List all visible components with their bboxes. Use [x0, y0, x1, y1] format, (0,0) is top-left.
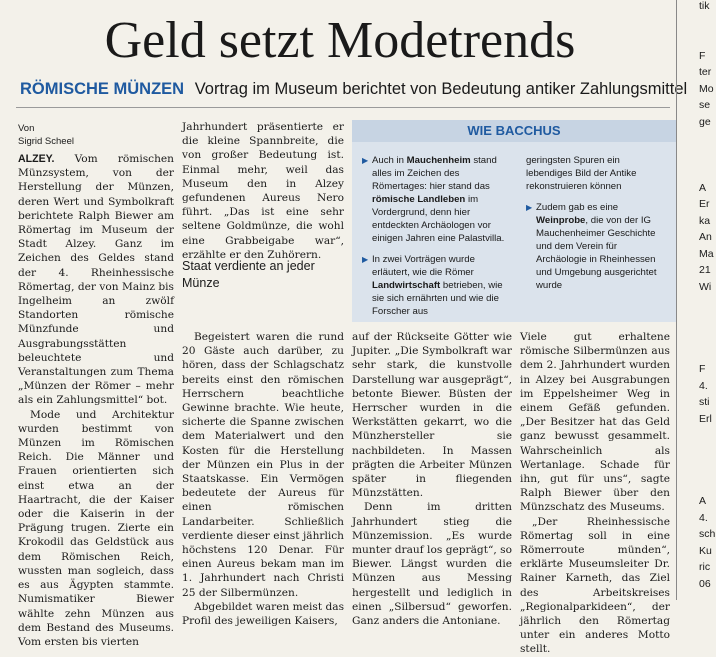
- info-bullet: [526, 201, 668, 292]
- article-headline: Geld setzt Modetrends: [104, 12, 576, 69]
- fragment-line: [677, 314, 716, 331]
- fragment-line: se: [699, 99, 711, 111]
- fragment-line: F: [699, 363, 706, 375]
- article-subheadline: [20, 80, 688, 99]
- info-box-column-2: [526, 154, 668, 300]
- fragment-line: Ku: [699, 544, 712, 557]
- paragraph: Abgebildet waren meist das Profil des jeweiligen Kaisers,: [182, 600, 344, 628]
- text-column-2-bottom: [182, 330, 344, 628]
- byline: [18, 122, 74, 148]
- info-box-heading: WIE BACCHUS: [352, 120, 676, 142]
- dateline: ALZEY.: [18, 153, 55, 165]
- paragraph: Mode und Architektur wurden bestimmt von Münzen im Römischen Reich. Die Männer und Frauen orientierten sich einst etwa an der Haartracht, die der Kaiser oder die Kaiserin in der Prägung trugen. Zierte ein Krokodil das Geldstück aus dem Römischen Reich, wussten man sogleich, dass es aus Ägypten stammte. Numismatiker Biewer wählte zehn Münzen aus dem Bestand des Museums. Vom ersten bis vierten: [18, 408, 174, 648]
- info-bullet: [362, 253, 514, 318]
- fragment-line: 4.: [699, 511, 708, 524]
- fragment-line: [677, 149, 716, 166]
- headline-rule: [16, 107, 670, 108]
- info-bullet-text: In zwei Vorträgen wurde erläutert, wie die Römer Landwirtschaft betrieben, wie sie sich ernährten und wie die Forscher aus: [372, 254, 503, 317]
- info-bullet-continuation: geringsten Spuren ein lebendiges Bild der Antike rekonstruieren können: [526, 155, 637, 192]
- paragraph: Jahrhundert präsentierte er die kleine Spannbreite, die von großer Bedeutung ist. Einmal mehr, weil das Museum den in Alzey gefundenen Aureus Nero führt. „Das ist eine sehr seltene Goldmünze, die wohl eine Grabbeigabe war“, erzählte er den Zuhörern.: [182, 121, 344, 261]
- paragraph: Begeistert waren die rund 20 Gäste auch darüber, zu hören, dass der Schlagschatz bereits einst den römischen Herrschern beachtliche Gewinne brachte. Wie heute, sicherte die Spanne zwischen dem Materialwert und den Kosten für die Herstellung der Münzen ein Plus in der Staatskasse. Ein Vermögen bedeutete der Aureus für einen römischen Landarbeiter. Schließlich verdiente dieser einst jährlich höchstens 120 Denar. Für einen Aureus bekam man im 1. Jahrhundert nach Christi 25 der Silbermünzen.: [182, 331, 344, 599]
- paragraph: [18, 152, 174, 408]
- text-column-1: [18, 152, 174, 649]
- fragment-line: 4.: [699, 379, 708, 392]
- paragraph: Viele gut erhaltene römische Silbermünzen aus dem 2. Jahrhundert wurden in Alzey bei Ausgrabungen im Eppelsheimer Weg in einem Gefäß gefunden. „Der Besitzer hat das Geld ganz bewusst gesammelt. Wahrscheinlich als Wertanlage. Schade für ihn, gut für uns“, sagte Ralph Biewer über den Münzschatz des Museums.: [520, 331, 670, 514]
- fragment-line: ter: [699, 66, 712, 78]
- paragraph: Denn im dritten Jahrhundert stieg die Münzemission. „Es wurde munter drauf los geprägt“, so Biewer. Längst wurden die Münzen aus Messing hergestellt und lediglich in einen „Silbersud“ geworfen. Ganz anders die Antoniane.: [352, 501, 512, 628]
- fragment-line: [677, 429, 716, 446]
- paragraph: „Der Rheinhessische Römertag soll in eine Römerroute münden“, erklärte Museumsleiter Dr. Rainer Karneth, das Ziel des Arbeitskreises „Regionalparkideen“, der jährlich den Römertag unter ein anderes Motto stellt.: [520, 515, 670, 656]
- fragment-line: [677, 479, 716, 496]
- adjacent-column-fragment: [676, 0, 716, 600]
- fragment-line: [677, 17, 716, 34]
- triangle-bullet-icon: ▶: [362, 156, 369, 165]
- info-bullet-text: Auch in Mauchenheim stand alles im Zeichen des Römertages: hier stand das römische Landleben im Vordergrund, denn hier entdeckten Archäologen vor einigen Jahren eine Palastvilla.: [372, 155, 505, 244]
- fragment-line: [677, 330, 716, 347]
- fragment-line: tik: [699, 0, 710, 12]
- info-bullet-text: Zudem gab es eine Weinprobe, die von der IG Mauchenheimer Geschichte und dem Verein für Archäologie in Rheinhessen und Umgebung ausgerichtet wurde: [536, 202, 657, 291]
- fragment-line: Mo: [699, 82, 714, 95]
- fragment-line: Er: [699, 198, 710, 210]
- article-kicker: RÖMISCHE MÜNZEN: [20, 80, 185, 98]
- paragraph: auf der Rückseite Götter wie Jupiter. „Die Symbolkraft war sehr stark, die kunstvolle Darstellung war ausgeprägt“, betonte Biewer. Büsten der Herrscher wurden in die Werkstätten gekarrt, wo die Münzhersteller sie nachbildeten. In Massen prägten die Arbeiter Münzen später in fliegenden Münzstätten.: [352, 331, 512, 500]
- fragment-line: [677, 347, 716, 364]
- text-column-2-top: [182, 120, 344, 262]
- fragment-line: [677, 33, 716, 50]
- byline-prefix: Von: [18, 123, 35, 134]
- triangle-bullet-icon: ▶: [526, 203, 533, 212]
- fragment-line: Wi: [699, 280, 712, 293]
- fragment-line: sch: [699, 528, 716, 540]
- text-column-3: [352, 330, 512, 628]
- info-box-column-1: [362, 154, 514, 326]
- fragment-line: 21: [699, 264, 711, 276]
- fragment-line: ric: [699, 561, 711, 573]
- fragment-line: [677, 132, 716, 149]
- article-deck: Vortrag im Museum berichtet von Bedeutung antiker Zahlungsmittel: [194, 80, 688, 98]
- triangle-bullet-icon: ▶: [362, 255, 369, 264]
- info-box: [352, 120, 676, 322]
- fragment-line: Ma: [699, 247, 714, 260]
- fragment-line: 06: [699, 577, 711, 590]
- fragment-line: [677, 462, 716, 479]
- fragment-line: [677, 297, 716, 314]
- section-subhead: Staat verdiente an jeder Münze: [182, 259, 315, 290]
- fragment-line: An: [699, 231, 712, 243]
- fragment-line: ka: [699, 214, 711, 227]
- fragment-line: A: [699, 495, 707, 507]
- fragment-line: [677, 165, 716, 182]
- fragment-line: sti: [699, 396, 710, 408]
- info-bullet: [362, 154, 514, 245]
- fragment-line: ge: [699, 115, 711, 128]
- paragraph-text: Vom römischen Münzsystem, von der Herstellung der Münzen, deren Wert und Symbolkraft berichtete Ralph Biewer am Römertag im Museum der Stadt Alzey. Ganz im Zeichen des Geldes stand der 4. Rheinhessische Römertag, der von Mainz bis Ingelheim an zwölf Standorten römische Münzfunde und Ausgrabungsstätten beleuchtete und Veranstaltungen zum Thema „Münzen der Römer – mehr als ein Zahlungsmittel“ bot.: [18, 153, 174, 407]
- fragment-line: [677, 446, 716, 463]
- byline-author: Sigrid Scheel: [18, 136, 74, 147]
- fragment-line: A: [699, 181, 707, 194]
- fragment-line: F: [699, 49, 706, 62]
- fragment-line: Erl: [699, 412, 712, 425]
- text-column-4: [520, 330, 670, 657]
